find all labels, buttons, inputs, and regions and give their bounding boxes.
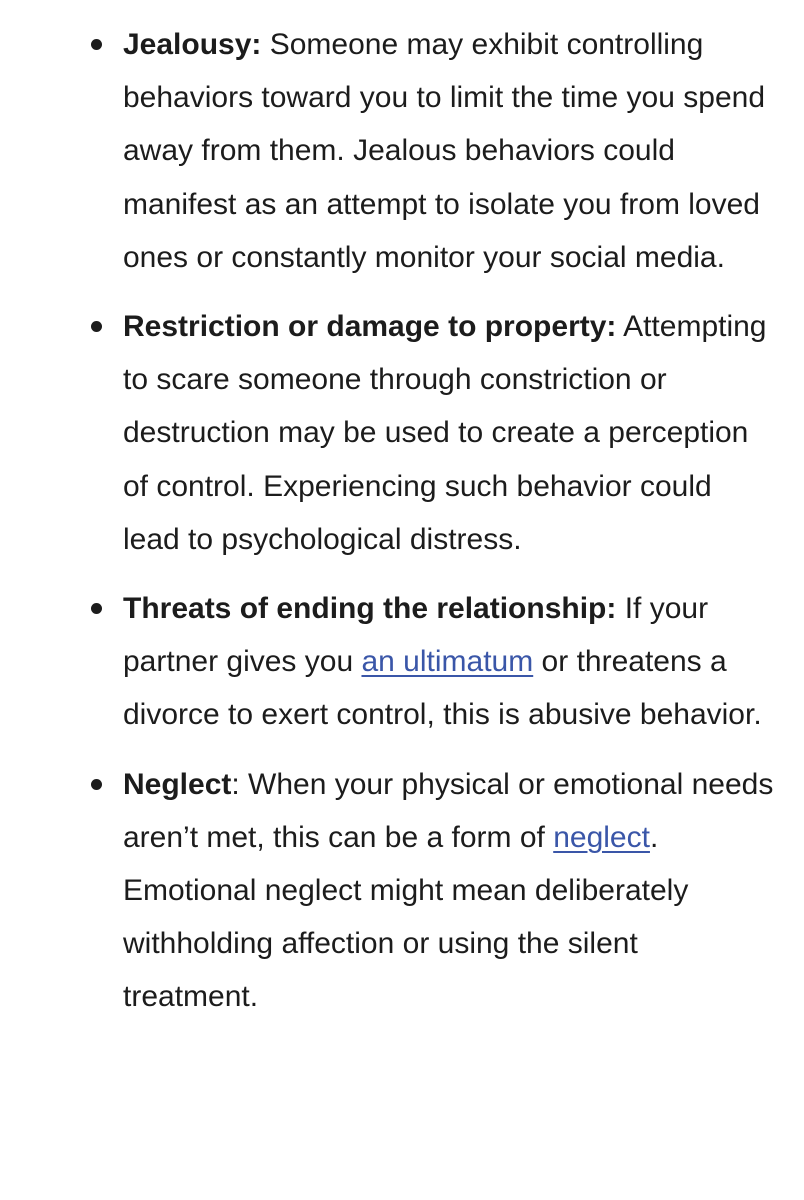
term-neglect: Neglect: [123, 767, 232, 801]
description-threats-after: or threatens a divorce to exert control, this is abusive behavior.: [123, 645, 762, 732]
list-item-neglect: [0, 758, 804, 1024]
bullet-icon: [91, 39, 102, 50]
list-item-threats: [0, 582, 804, 742]
description-neglect-after: . Emotional neglect might mean deliberately withholding affection or using the silent treatment.: [123, 820, 689, 1014]
list-item-jealousy: [0, 18, 804, 284]
description-restriction: Attempting to scare someone through constriction or destruction may be used to create a perception of control. Experiencing such behavior could lead to psychological distress.: [123, 310, 767, 556]
term-restriction: Restriction or damage to property:: [123, 310, 617, 344]
bullet-icon: [91, 321, 102, 332]
term-jealousy: Jealousy:: [123, 28, 262, 61]
description-threats-before: If your partner gives you: [123, 592, 709, 679]
description-neglect-before: : When your physical or emotional needs aren’t met, this can be a form of: [123, 767, 774, 854]
description-jealousy: Someone may exhibit controlling behaviors toward you to limit the time you spend away from them. Jealous behaviors could manifest as an attempt to isolate you from loved ones or constantly monitor your social media.: [123, 28, 765, 274]
bullet-icon: [91, 779, 102, 790]
term-threats: Threats of ending the relationship:: [123, 592, 617, 626]
bullet-list: [0, 18, 804, 1040]
link-ultimatum[interactable]: an ultimatum: [361, 645, 534, 679]
link-neglect[interactable]: neglect: [553, 820, 650, 854]
bullet-icon: [91, 603, 102, 614]
list-item-restriction: [0, 300, 804, 566]
